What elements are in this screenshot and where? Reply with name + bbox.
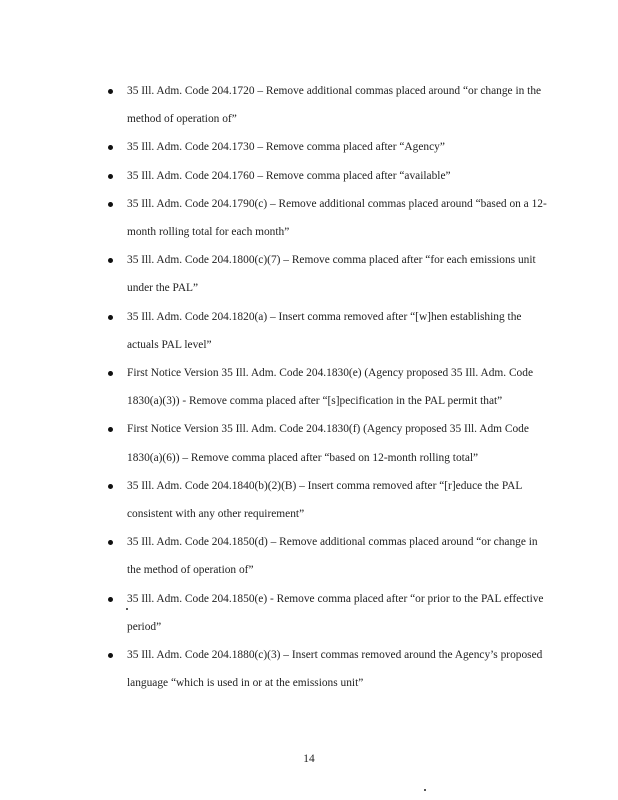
bullet-icon (108, 540, 113, 545)
list-item (108, 303, 548, 359)
list-item (108, 359, 548, 415)
bullet-icon (108, 427, 113, 432)
list-item (108, 585, 548, 641)
list-item (108, 528, 548, 584)
bullet-icon (108, 315, 113, 320)
list-item (108, 641, 548, 697)
bullet-icon (108, 653, 113, 658)
list-item-text: 35 Ill. Adm. Code 204.1850(d) – Remove additional commas placed around “or change in the method of operation of” (127, 536, 538, 577)
list-item-text: 35 Ill. Adm. Code 204.1760 – Remove comma placed after “available” (127, 169, 451, 182)
scan-speck (126, 608, 128, 610)
bullet-icon (108, 258, 113, 263)
list-item-text: 35 Ill. Adm. Code 204.1730 – Remove comma placed after “Agency” (127, 141, 445, 154)
list-item-text: 35 Ill. Adm. Code 204.1850(e) - Remove comma placed after “or prior to the PAL effective period” (127, 592, 544, 633)
list-item-text: First Notice Version 35 Ill. Adm. Code 204.1830(e) (Agency proposed 35 Ill. Adm. Code 1830(a)(3)) - Remove comma placed after “[s]pecification in the PAL permit that” (127, 367, 534, 408)
list-item (108, 246, 548, 302)
list-item-text: 35 Ill. Adm. Code 204.1720 – Remove additional commas placed around “or change in the method of operation of” (127, 85, 542, 126)
list-item (108, 133, 548, 161)
scan-speck (424, 789, 426, 791)
list-item-text: 35 Ill. Adm. Code 204.1820(a) – Insert comma removed after “[w]hen establishing the actuals PAL level” (127, 310, 522, 351)
list-item (108, 472, 548, 528)
list-item (108, 77, 548, 133)
list-item-text: 35 Ill. Adm. Code 204.1800(c)(7) – Remove comma placed after “for each emissions unit under the PAL” (127, 254, 536, 295)
bullet-icon (108, 597, 113, 602)
bullet-icon (108, 371, 113, 376)
list-item-text: 35 Ill. Adm. Code 204.1840(b)(2)(B) – Insert comma removed after “[r]educe the PAL consistent with any other requirement” (127, 479, 522, 521)
list-item-text: 35 Ill. Adm. Code 204.1880(c)(3) – Insert commas removed around the Agency’s proposed language “which is used in or at the emissions unit” (127, 649, 543, 690)
errata-list (108, 77, 548, 697)
page-number: 14 (303, 753, 315, 765)
bullet-icon (108, 174, 113, 179)
list-item (108, 162, 548, 190)
bullet-icon (108, 202, 113, 207)
list-item (108, 190, 548, 246)
bullet-icon (108, 484, 113, 489)
list-item-text: First Notice Version 35 Ill. Adm. Code 204.1830(f) (Agency proposed 35 Ill. Adm Code 1830(a)(6)) – Remove comma placed after “based on 12-month rolling total” (127, 423, 529, 464)
list-item-text: 35 Ill. Adm. Code 204.1790(c) – Remove additional commas placed around “based on a 12-month rolling total for each month” (127, 197, 547, 239)
list-item (108, 415, 548, 471)
bullet-icon (108, 145, 113, 150)
bullet-icon (108, 89, 113, 94)
